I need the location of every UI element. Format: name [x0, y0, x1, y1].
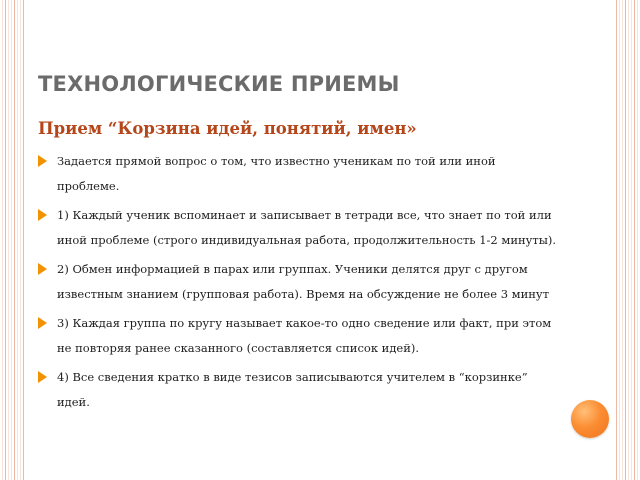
border-stripe — [20, 0, 21, 480]
border-stripe — [14, 0, 15, 480]
bullet-text: 2) Обмен информацией в парах или группах. Ученики делятся друг с другом известным знанием (групповая работа). Время на обсуждение не более 3 минут — [57, 262, 550, 301]
border-stripe — [2, 0, 3, 480]
bullet-item — [38, 311, 558, 360]
slide-subtitle: Прием “Корзина идей, понятий, имен» — [38, 119, 417, 138]
border-stripe — [17, 0, 18, 480]
bullet-list — [38, 149, 558, 419]
bullet-text: 4) Все сведения кратко в виде тезисов записываются учителем в “корзинке” идей. — [57, 370, 528, 409]
bullet-item — [38, 365, 558, 414]
border-stripe — [5, 0, 6, 480]
right-border-stripes — [613, 0, 640, 480]
border-stripe — [628, 0, 629, 480]
border-stripe — [625, 0, 626, 480]
orange-circle-icon — [571, 400, 609, 438]
border-stripe — [23, 0, 24, 480]
left-border-stripes — [0, 0, 27, 480]
slide-title: ТЕХНОЛОГИЧЕСКИЕ ПРИЕМЫ — [38, 72, 400, 96]
border-stripe — [616, 0, 617, 480]
bullet-text: 3) Каждая группа по кругу называет какое-то одно сведение или факт, при этом не повторяя ранее сказанного (составляется список идей). — [57, 316, 552, 355]
border-stripe — [11, 0, 12, 480]
border-stripe — [622, 0, 623, 480]
bullet-item — [38, 149, 558, 198]
bullet-text: 1) Каждый ученик вспоминает и записывает в тетради все, что знает по той или иной проблеме (строго индивидуальная работа, продолжительность 1-2 минуты). — [57, 208, 557, 247]
bullet-text: Задается прямой вопрос о том, что известно ученикам по той или иной проблеме. — [57, 154, 496, 193]
bullet-triangle-icon — [38, 317, 47, 329]
border-stripe — [634, 0, 635, 480]
border-stripe — [637, 0, 638, 480]
bullet-triangle-icon — [38, 209, 47, 221]
border-stripe — [619, 0, 620, 480]
border-stripe — [8, 0, 9, 480]
bullet-triangle-icon — [38, 263, 47, 275]
bullet-item — [38, 203, 558, 252]
bullet-triangle-icon — [38, 371, 47, 383]
border-stripe — [631, 0, 632, 480]
bullet-item — [38, 257, 558, 306]
bullet-triangle-icon — [38, 155, 47, 167]
